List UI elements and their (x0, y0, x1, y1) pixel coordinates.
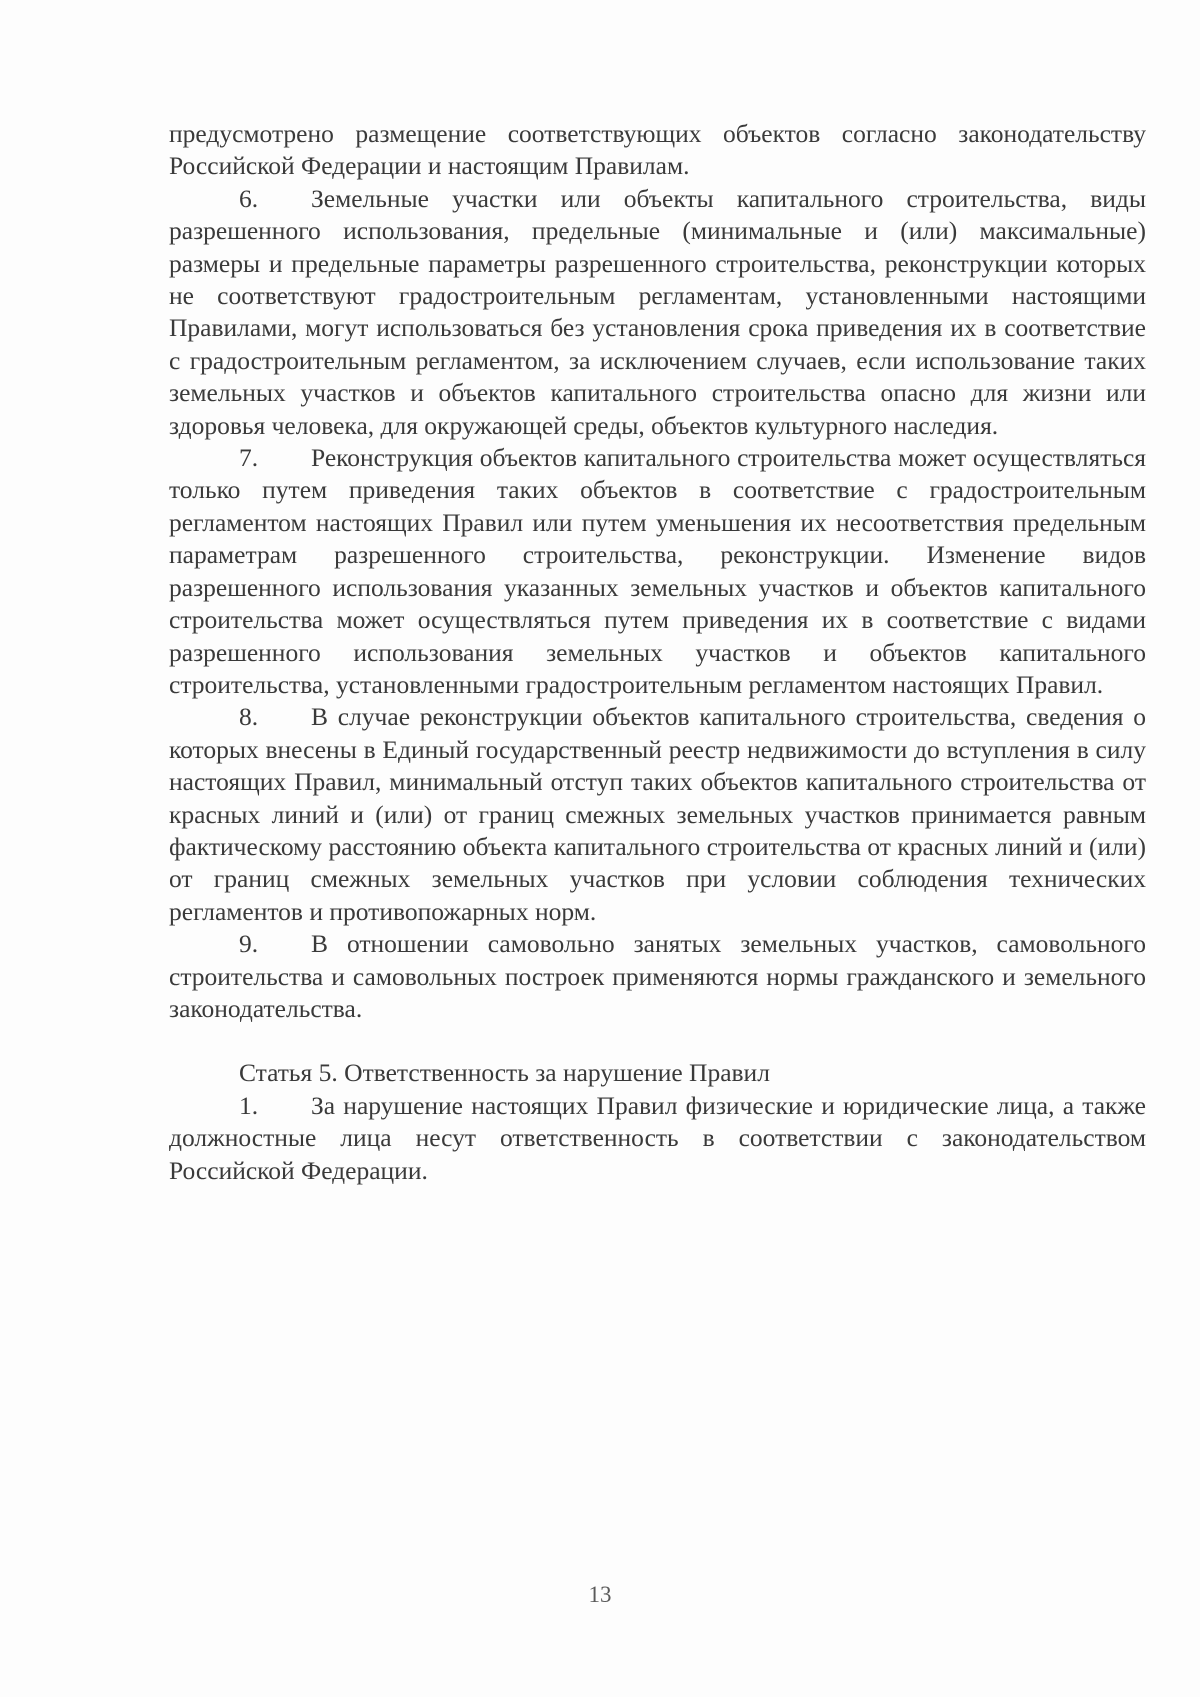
paragraph-item-7 (169, 442, 1146, 701)
page-number: 13 (588, 1582, 612, 1607)
paragraph-text: В случае реконструкции объектов капитального строительства, сведения о которых внесены в Единый государственный реестр недвижимости до вступления в силу настоящих Правил, минимальный отступ таких объектов капитального строительства от красных линий и (или) от границ смежных земельных участков принимается равным фактическому расстоянию объекта капитального строительства от красных линий и (или) от границ смежных земельных участков при условии соблюдения технических регламентов и противопожарных норм. (169, 702, 1146, 926)
paragraph-text: В отношении самовольно занятых земельных участков, самовольного строительства и самовольных построек применяются нормы гражданского и земельного законодательства. (169, 929, 1146, 1023)
article-heading: Статья 5. Ответственность за нарушение Правил (239, 1058, 770, 1088)
paragraph-text: За нарушение настоящих Правил физические и юридические лица, а также должностные лица несут ответственность в соответствии с законодательством Российской Федерации. (169, 1090, 1146, 1185)
paragraph-number: 1. (239, 1090, 259, 1120)
paragraph-number: 8. (239, 702, 259, 732)
document-body (169, 118, 1146, 1187)
paragraph-text: Земельные участки или объекты капитального строительства, виды разрешенного использования, предельные (минимальные и (или) максимальные) размеры и предельные параметры разрешенного строительства, реконструкции которых не соответствуют градостроительным регламентам, установленными настоящими Правилами, могут использоваться без установления срока приведения их в соответствие с градостроительным регламентом, за исключением случаев, если использование таких земельных участков и объектов капитального строительства опасно для жизни или здоровья человека, для окружающей среды, объектов культурного наследия. (169, 183, 1146, 440)
paragraph-item-8 (169, 701, 1146, 928)
paragraph-number: 9. (239, 929, 259, 959)
paragraph-item-6 (169, 183, 1146, 442)
article-paragraph-item-1 (169, 1090, 1146, 1187)
paragraph-number: 6. (239, 183, 259, 213)
paragraph-item-9 (169, 928, 1146, 1025)
paragraph-number: 7. (239, 443, 259, 473)
paragraph-text: Реконструкция объектов капитального строительства может осуществляться только путем приведения таких объектов в соответствие с градостроительным регламентом настоящих Правил или путем уменьшения их несоответствия предельным параметрам разрешенного строительства, реконструкции. Изменение видов разрешенного использования указанных земельных участков и объектов капитального строительства может осуществляться путем приведения их в соответствие с видами разрешенного использования земельных участков и объектов капитального строительства, установленными градостроительным регламентом настоящих Правил. (169, 443, 1146, 699)
paragraph-text: предусмотрено размещение соответствующих объектов согласно законодательству Российской Федерации и настоящим Правилам. (169, 119, 1146, 181)
paragraph-continuation (169, 118, 1146, 183)
